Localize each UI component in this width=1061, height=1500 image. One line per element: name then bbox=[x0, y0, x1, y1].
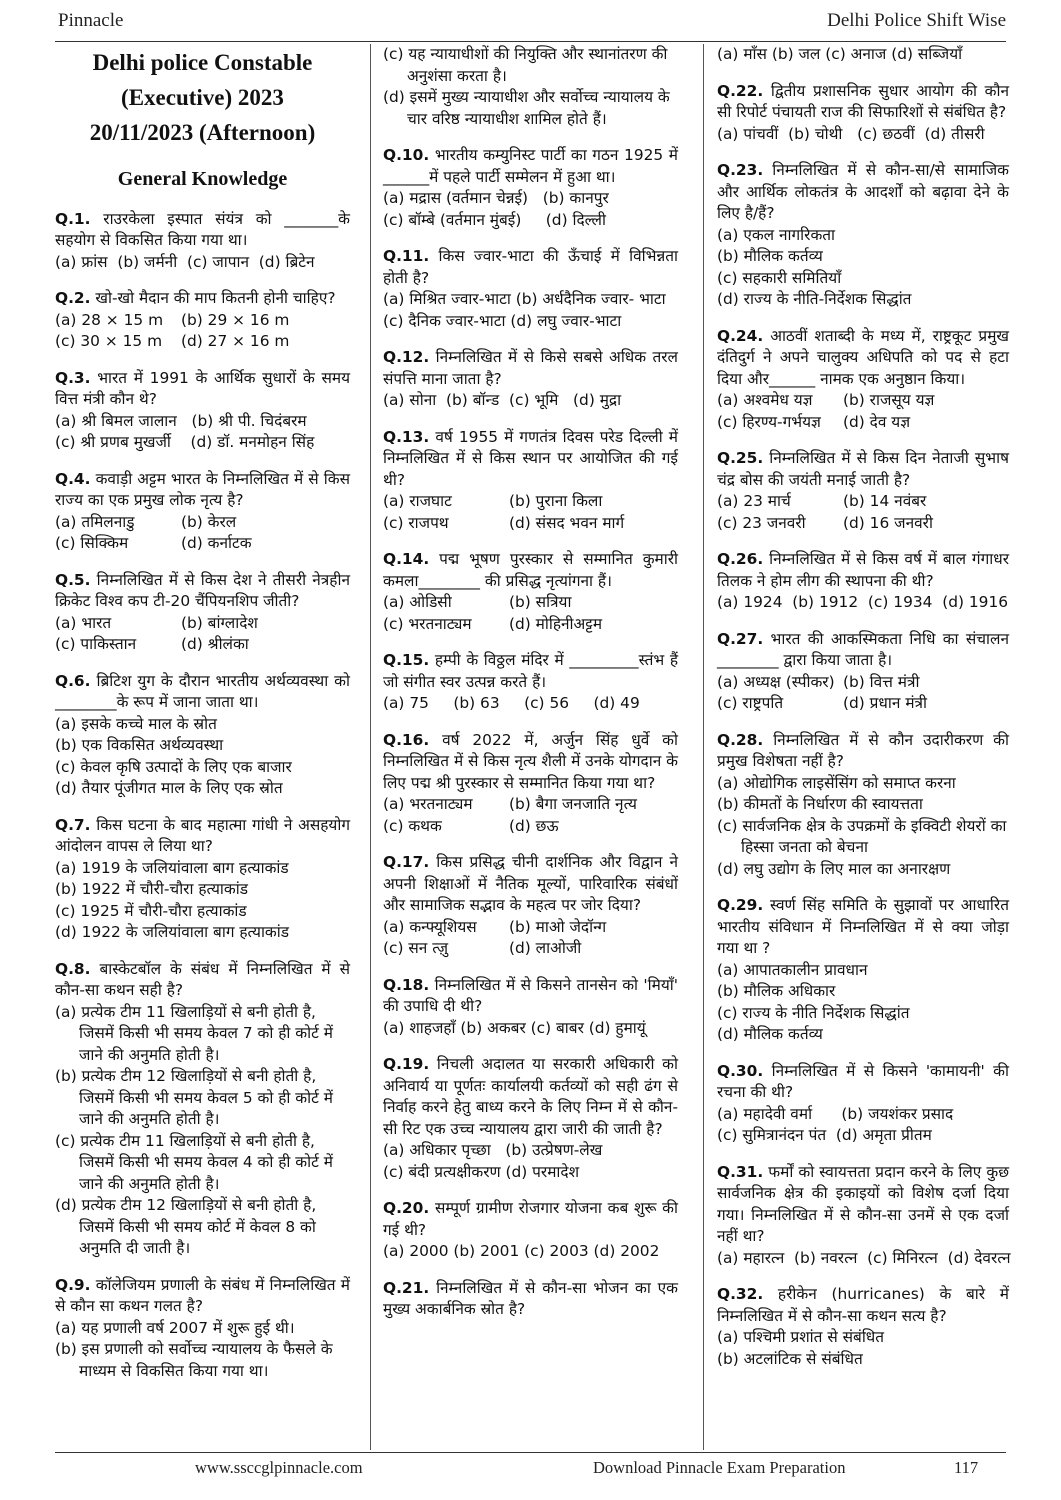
option-list bbox=[55, 714, 350, 800]
question-text bbox=[717, 326, 1009, 391]
exam-title bbox=[55, 47, 350, 149]
question-stem: खो-खो मैदान की माप कितनी होनी चाहिए? bbox=[95, 289, 336, 307]
exam-title-line: Delhi police Constable bbox=[92, 50, 313, 75]
question-list bbox=[55, 209, 350, 1383]
question-text bbox=[383, 246, 678, 289]
question bbox=[55, 368, 350, 454]
header-rule bbox=[55, 41, 1006, 42]
option: (d) श्रीलंका bbox=[181, 635, 249, 653]
question-number: Q.28. bbox=[717, 730, 764, 749]
option: (c) राष्ट्रपति bbox=[717, 694, 784, 712]
question-text bbox=[383, 1054, 678, 1140]
question-number: Q.27. bbox=[717, 629, 764, 648]
question bbox=[717, 730, 1009, 881]
option-list bbox=[55, 1002, 350, 1260]
option: (d) लघु उद्योग के लिए माल का अनारक्षण bbox=[717, 859, 951, 878]
option: (b) 29 × 16 m bbox=[181, 310, 290, 329]
option: (a) कन्फ्यूशियस bbox=[383, 917, 477, 936]
option: (a) महादेवी वर्मा (b) जयशंकर प्रसाद bbox=[717, 1104, 954, 1123]
question-stem: निम्नलिखित में से किस दिन नेताजी सुभाष चंद्र बोस की जयंती मनाई जाती है? bbox=[717, 449, 1009, 489]
option: (d) छऊ bbox=[509, 816, 559, 835]
option: (b) मौलिक कर्तव्य bbox=[717, 247, 823, 265]
question bbox=[383, 347, 678, 412]
question-text bbox=[383, 145, 678, 188]
option-list bbox=[383, 1241, 678, 1263]
question-continuation bbox=[383, 44, 678, 130]
question-stem: भारत की आकस्मिकता निधि का संचालन ________ द्वारा किया जाता है। bbox=[717, 629, 1009, 669]
option: (a) माँस (b) जल (c) अनाज (d) सब्जियाँ bbox=[717, 45, 963, 63]
question bbox=[383, 1198, 678, 1263]
question-text bbox=[55, 288, 350, 310]
option: (a) 1924 (b) 1912 (c) 1934 (d) 1916 bbox=[717, 593, 1009, 611]
option-list bbox=[55, 310, 350, 353]
option: (c) 30 × 15 m bbox=[55, 332, 163, 350]
option: (c) सिक्किम bbox=[55, 534, 129, 552]
question-stem: निचली अदालत या सरकारी अधिकारी को अनिवार्य या पूर्णतः कार्यालयी कर्तव्यों को सही ढंग से निर्वाह करने हेतु बाध्य करने के लिए निम्न में से कौन-सी रिट एक उच्च न्यायालय द्वारा जारी की जाती है? bbox=[383, 1055, 678, 1138]
subject-heading: General Knowledge bbox=[117, 168, 288, 190]
question-number: Q.23. bbox=[717, 161, 764, 179]
column-divider bbox=[370, 44, 371, 1450]
option-list bbox=[55, 411, 350, 454]
question bbox=[55, 288, 350, 353]
question-number: Q.7. bbox=[55, 815, 91, 834]
question-stem: निम्नलिखित में से कौन-सा/से सामाजिक और आर्थिक लोकतंत्र के आदर्शों को बढ़ावा देने के लिए है/हैं? bbox=[717, 161, 1009, 222]
column-3 bbox=[717, 44, 1009, 1385]
option: (b) पुराना किला bbox=[509, 492, 603, 510]
option-list bbox=[717, 672, 1009, 715]
question-continuation bbox=[717, 44, 1009, 66]
question-text bbox=[383, 650, 678, 693]
page-number: 117 bbox=[954, 1458, 979, 1477]
option: (d) प्रधान मंत्री bbox=[843, 694, 927, 712]
question-text bbox=[717, 160, 1009, 225]
option: (c) भरतनाट्यम bbox=[383, 614, 472, 633]
option-list bbox=[717, 592, 1009, 614]
question bbox=[383, 427, 678, 535]
question bbox=[717, 895, 1009, 1046]
option: (c) यह न्यायाधीशों की नियुक्ति और स्थानांतरण की अनुशंसा करता है। bbox=[383, 45, 668, 85]
option: (c) सार्वजनिक क्षेत्र के उपक्रमों के इक्विटी शेयरों का हिस्सा जनता को बेचना bbox=[717, 816, 1007, 856]
question bbox=[55, 469, 350, 555]
question-text bbox=[383, 1278, 678, 1321]
question-text bbox=[717, 1284, 1009, 1327]
option: (a) 2000 (b) 2001 (c) 2003 (d) 2002 bbox=[383, 1242, 660, 1260]
option: (d) कर्नाटक bbox=[181, 534, 252, 552]
option-list bbox=[55, 252, 350, 274]
option: (d) 16 जनवरी bbox=[843, 513, 933, 532]
question bbox=[55, 209, 350, 274]
question-text bbox=[717, 448, 1009, 491]
option: (c) कथक bbox=[383, 816, 442, 835]
option-list bbox=[717, 1327, 1009, 1370]
option: (c) राजपथ bbox=[383, 513, 449, 532]
option: (a) भारत bbox=[55, 613, 112, 632]
option: (c) 23 जनवरी bbox=[717, 513, 806, 532]
footer-rule bbox=[55, 1452, 1006, 1453]
question-text bbox=[55, 469, 350, 512]
question-stem: पद्म भूषण पुरस्कार से सम्मानित कुमारी कमला________ की प्रसिद्ध नृत्यांगना हैं। bbox=[383, 550, 678, 590]
question-number: Q.1. bbox=[55, 209, 91, 228]
question-text bbox=[383, 975, 678, 1018]
question-number: Q.19. bbox=[383, 1055, 430, 1073]
option: (a) मद्रास (वर्तमान चेन्नई) (b) कानपुर bbox=[383, 189, 609, 207]
option-list bbox=[717, 1248, 1009, 1270]
option-list bbox=[717, 960, 1009, 1046]
question-stem: कॉलेजियम प्रणाली के संबंध में निम्नलिखित में से कौन सा कथन गलत है? bbox=[55, 1275, 350, 1315]
option: (a) मिश्रित ज्वार-भाटा (b) अर्धदैनिक ज्वार- भाटा bbox=[383, 290, 666, 308]
question-number: Q.30. bbox=[717, 1061, 764, 1080]
option: (a) आपातकालीन प्रावधान bbox=[717, 960, 868, 979]
option-list bbox=[383, 188, 678, 231]
option: (a) श्री बिमल जालान (b) श्री पी. चिदंबरम bbox=[55, 411, 307, 430]
option: (b) बैगा जनजाति नृत्य bbox=[509, 795, 637, 813]
question bbox=[383, 549, 678, 635]
option: (a) तमिलनाडु bbox=[55, 512, 135, 531]
option-list bbox=[717, 225, 1009, 311]
option: (c) बॉम्बे (वर्तमान मुंबई) (d) दिल्ली bbox=[383, 210, 606, 229]
option: (a) पश्चिमी प्रशांत से संबंधित bbox=[717, 1328, 885, 1346]
question-number: Q.25. bbox=[717, 449, 764, 467]
question-stem: निम्नलिखित में से किसे सबसे अधिक तरल संपत्ति माना जाता है? bbox=[383, 348, 678, 388]
question-text bbox=[55, 209, 350, 252]
option: (c) हिरण्य-गर्भयज्ञ bbox=[717, 412, 821, 431]
question-text bbox=[383, 549, 678, 592]
option: (d) प्रत्येक टीम 12 खिलाड़ियों से बनी होती है, जिसमें किसी भी समय कोर्ट में केवल 8 को अनुमति दी जाती है। bbox=[55, 1196, 317, 1257]
question-text bbox=[55, 570, 350, 613]
question-text bbox=[383, 730, 678, 795]
option: (d) 27 × 16 m bbox=[181, 332, 290, 350]
question bbox=[383, 246, 678, 332]
question bbox=[55, 570, 350, 656]
option: (a) इसके कच्चे माल के स्रोत bbox=[55, 714, 217, 733]
question-text bbox=[717, 730, 1009, 773]
question bbox=[55, 959, 350, 1260]
option: (b) 1922 में चौरी-चौरा हत्याकांड bbox=[55, 880, 248, 898]
question bbox=[55, 671, 350, 800]
option: (b) 14 नवंबर bbox=[843, 492, 927, 510]
question-stem: निम्नलिखित में से किस देश ने तीसरी नेत्रहीन क्रिकेट विश्व कप टी-20 चैंपियनशिप जीती? bbox=[55, 570, 350, 610]
option: (c) श्री प्रणब मुखर्जी (d) डॉ. मनमोहन सिंह bbox=[55, 433, 315, 451]
option: (b) अटलांटिक से संबंधित bbox=[717, 1349, 863, 1368]
question bbox=[717, 448, 1009, 534]
question-number: Q.3. bbox=[55, 368, 91, 387]
option: (d) संसद भवन मार्ग bbox=[509, 513, 625, 532]
option-list bbox=[383, 491, 678, 534]
question-number: Q.32. bbox=[717, 1285, 764, 1303]
option: (b) राजसूय यज्ञ bbox=[843, 391, 935, 409]
question-list bbox=[717, 44, 1009, 1370]
question-stem: निम्नलिखित में से किसने तानसेन को 'मियाँ' की उपाधि दी थी? bbox=[383, 975, 678, 1015]
question-number: Q.29. bbox=[717, 896, 764, 914]
option-list bbox=[717, 44, 1009, 66]
question-stem: हरीकेन (hurricanes) के बारे में निम्नलिखित में से कौन-सा कथन सत्य है? bbox=[717, 1285, 1009, 1325]
question-text bbox=[717, 1162, 1009, 1248]
question-stem: ब्रिटिश युग के दौरान भारतीय अर्थव्यवस्था को ________के रूप में जाना जाता था। bbox=[55, 671, 350, 711]
question bbox=[717, 326, 1009, 434]
option: (a) फ्रांस (b) जर्मनी (c) जापान (d) ब्रिटेन bbox=[55, 252, 315, 271]
option: (d) मौलिक कर्तव्य bbox=[717, 1025, 823, 1043]
header-series-title: Delhi Police Shift Wise bbox=[827, 10, 1006, 31]
footer-website: www.ssccglpinnacle.com bbox=[195, 1458, 363, 1477]
option: (a) प्रत्येक टीम 11 खिलाड़ियों से बनी होती है, जिसमें किसी भी समय केवल 7 को ही कोर्ट में जाने की अनुमति होती है। bbox=[55, 1002, 333, 1064]
option: (b) माओ जेदॉन्ग bbox=[509, 917, 607, 936]
question-number: Q.12. bbox=[383, 348, 430, 366]
question-text bbox=[717, 895, 1009, 960]
question-text bbox=[717, 81, 1009, 124]
option: (a) भरतनाट्यम bbox=[383, 795, 473, 813]
option: (c) प्रत्येक टीम 11 खिलाड़ियों से बनी होती है, जिसमें किसी भी समय केवल 4 को ही कोर्ट में जाने की अनुमति होती है। bbox=[55, 1131, 333, 1193]
option: (d) 1922 के जलियांवाला बाग हत्याकांड bbox=[55, 923, 289, 941]
exam-title-line: (Executive) 2023 bbox=[121, 85, 284, 110]
question-text bbox=[383, 852, 678, 917]
question bbox=[383, 730, 678, 838]
question-text bbox=[717, 1061, 1009, 1104]
option: (b) इस प्रणाली को सर्वोच्च न्यायालय के फैसले के माध्यम से विकसित किया गया था। bbox=[55, 1340, 333, 1380]
question-stem: राउरकेला इस्पात संयंत्र को _______के सहयोग से विकसित किया गया था। bbox=[55, 209, 350, 249]
question-number: Q.10. bbox=[383, 146, 430, 164]
question bbox=[383, 1054, 678, 1183]
option: (a) ओद्योगिक लाइसेंसिंग को समाप्त करना bbox=[717, 773, 956, 792]
question-text bbox=[55, 815, 350, 858]
question-text bbox=[55, 1275, 350, 1318]
question-stem: किस ज्वार-भाटा की ऊँचाई में विभिन्नता होती है? bbox=[383, 247, 678, 287]
question-number: Q.13. bbox=[383, 427, 430, 446]
option: (a) अधिकार पृच्छा (b) उत्प्रेषण-लेख bbox=[383, 1141, 603, 1159]
option-list bbox=[55, 512, 350, 555]
option: (b) प्रत्येक टीम 12 खिलाड़ियों से बनी होती है, जिसमें किसी भी समय केवल 5 को ही कोर्ट में जाने की अनुमति होती है। bbox=[55, 1067, 333, 1128]
question bbox=[717, 81, 1009, 146]
question-number: Q.17. bbox=[383, 853, 430, 871]
option: (a) सोना (b) बॉन्ड (c) भूमि (d) मुद्रा bbox=[383, 391, 622, 409]
option: (a) एकल नागरिकता bbox=[717, 225, 836, 244]
question-text bbox=[383, 427, 678, 492]
option-list bbox=[717, 491, 1009, 534]
option: (b) केरल bbox=[181, 512, 237, 531]
option: (c) दैनिक ज्वार-भाटा (d) लघु ज्वार-भाटा bbox=[383, 311, 622, 330]
question-number: Q.21. bbox=[383, 1278, 430, 1297]
option: (a) 23 मार्च bbox=[717, 492, 791, 510]
question-text bbox=[55, 368, 350, 411]
question-number: Q.20. bbox=[383, 1199, 430, 1217]
question-stem: निम्नलिखित में से कौन-सा भोजन का एक मुख्य अकार्बनिक स्रोत है? bbox=[383, 1278, 678, 1318]
option: (a) अश्वमेध यज्ञ bbox=[717, 391, 813, 409]
option: (b) मौलिक अधिकार bbox=[717, 982, 836, 1000]
option: (a) राजघाट bbox=[383, 492, 452, 510]
question-stem: भारत में 1991 के आर्थिक सुधारों के समय वित्त मंत्री कौन थे? bbox=[55, 368, 350, 408]
option-list bbox=[717, 124, 1009, 146]
option: (a) शाहजहाँ (b) अकबर (c) बाबर (d) हुमायूं bbox=[383, 1018, 646, 1037]
question bbox=[383, 852, 678, 960]
question-number: Q.5. bbox=[55, 570, 91, 589]
option: (c) पाकिस्तान bbox=[55, 635, 137, 653]
question-stem: किस घटना के बाद महात्मा गांधी ने असहयोग आंदोलन वापस ले लिया था? bbox=[55, 815, 350, 855]
column-2 bbox=[383, 44, 678, 1336]
question-stem: निम्नलिखित में से कौन उदारीकरण की प्रमुख विशेषता नहीं है? bbox=[717, 730, 1009, 770]
option-list bbox=[383, 917, 678, 960]
question bbox=[383, 650, 678, 715]
column-1 bbox=[55, 44, 350, 1397]
question-number: Q.14. bbox=[383, 550, 430, 568]
question-stem: द्वितीय प्रशासनिक सुधार आयोग की कौन सी रिपोर्ट पंचायती राज की सिफारिशों से संबंधित है? bbox=[717, 81, 1009, 121]
header-brand: Pinnacle bbox=[58, 10, 124, 31]
question bbox=[717, 1284, 1009, 1370]
option-list bbox=[383, 289, 678, 332]
question-text bbox=[383, 1198, 678, 1241]
option-list bbox=[55, 1318, 350, 1383]
option: (d) देव यज्ञ bbox=[843, 412, 911, 431]
question-stem: भारतीय कम्युनिस्ट पार्टी का गठन 1925 में ______में पहले पार्टी सम्मेलन में हुआ था। bbox=[383, 146, 678, 186]
question bbox=[717, 549, 1009, 614]
option-list bbox=[717, 773, 1009, 881]
question-number: Q.9. bbox=[55, 1275, 91, 1294]
option: (a) 75 (b) 63 (c) 56 (d) 49 bbox=[383, 694, 640, 712]
option: (b) बांग्लादेश bbox=[181, 613, 258, 632]
option-list bbox=[383, 1140, 678, 1183]
option: (c) राज्य के नीति निर्देशक सिद्धांत bbox=[717, 1003, 910, 1022]
question-number: Q.6. bbox=[55, 671, 91, 690]
question-stem: कवाड़ी अट्टम भारत के निम्नलिखित में से किस राज्य का एक प्रमुख लोक नृत्य है? bbox=[55, 469, 350, 509]
option-list bbox=[55, 858, 350, 944]
question-stem: वर्ष 2022 में, अर्जुन सिंह धुर्वे को निम्नलिखित में से किस नृत्य शैली में उनके योगदान के लिए पद्म श्री पुरस्कार से सम्मानित किया गया था? bbox=[383, 730, 678, 792]
question-text bbox=[55, 671, 350, 714]
option: (c) 1925 में चौरी-चौरा हत्याकांड bbox=[55, 901, 247, 920]
option: (b) सत्रिया bbox=[509, 593, 572, 611]
question-number: Q.11. bbox=[383, 247, 430, 265]
question bbox=[383, 1278, 678, 1321]
question bbox=[383, 145, 678, 231]
option-list bbox=[383, 1018, 678, 1040]
question-number: Q.4. bbox=[55, 469, 91, 488]
option: (a) 28 × 15 m bbox=[55, 310, 164, 329]
option: (d) तैयार पूंजीगत माल के लिए एक स्रोत bbox=[55, 779, 283, 797]
question bbox=[383, 975, 678, 1040]
question bbox=[717, 160, 1009, 311]
question-stem: वर्ष 1955 में गणतंत्र दिवस परेड दिल्ली में निम्नलिखित में से किस स्थान पर आयोजित की गई थी? bbox=[383, 427, 678, 489]
option-list bbox=[383, 592, 678, 635]
question-number: Q.26. bbox=[717, 550, 764, 568]
option: (a) ओडिसी bbox=[383, 593, 452, 611]
option: (c) बंदी प्रत्यक्षीकरण (d) परमादेश bbox=[383, 1162, 580, 1181]
option-list bbox=[383, 794, 678, 837]
option-list bbox=[55, 613, 350, 656]
option: (a) यह प्रणाली वर्ष 2007 में शुरू हुई थी। bbox=[55, 1318, 295, 1337]
question-stem: फर्मों को स्वायत्तता प्रदान करने के लिए कुछ सार्वजनिक क्षेत्र की इकाइयों को विशेष दर्जा दिया गया। निम्नलिखित में से कौन-सा उनमें से एक दर्जा नहीं था? bbox=[717, 1162, 1009, 1245]
question-stem: सम्पूर्ण ग्रामीण रोजगार योजना कब शुरू की गई थी? bbox=[383, 1199, 678, 1239]
column-divider bbox=[703, 44, 704, 1450]
question-text bbox=[383, 347, 678, 390]
option: (d) मोहिनीअट्टम bbox=[509, 614, 603, 633]
question-number: Q.8. bbox=[55, 959, 91, 978]
option: (d) लाओजी bbox=[509, 939, 582, 957]
question bbox=[717, 629, 1009, 715]
question bbox=[55, 815, 350, 944]
option-list bbox=[383, 693, 678, 715]
option-list bbox=[383, 390, 678, 412]
question bbox=[55, 1275, 350, 1383]
question-number: Q.16. bbox=[383, 730, 430, 749]
question-number: Q.2. bbox=[55, 289, 91, 307]
question bbox=[717, 1061, 1009, 1147]
question-list bbox=[383, 44, 678, 1321]
question-stem: निम्नलिखित में से किसने 'कामायनी' की रचना की थी? bbox=[717, 1061, 1009, 1101]
footer-tagline: Download Pinnacle Exam Preparation bbox=[593, 1458, 846, 1477]
question-number: Q.18. bbox=[383, 975, 430, 994]
option-list bbox=[717, 390, 1009, 433]
question-number: Q.31. bbox=[717, 1162, 764, 1181]
option-list bbox=[383, 44, 678, 130]
question bbox=[717, 1162, 1009, 1270]
exam-title-line: 20/11/2023 (Afternoon) bbox=[89, 120, 316, 145]
option: (b) एक विकसित अर्थव्यवस्था bbox=[55, 736, 224, 754]
question-text bbox=[55, 959, 350, 1002]
question-stem: किस प्रसिद्ध चीनी दार्शनिक और विद्वान ने अपनी शिक्षाओं में नैतिक मूल्यों, पारिवारिक संबंधों और सामाजिक सद्भाव के महत्व पर जोर दिया? bbox=[383, 853, 678, 914]
question-stem: हम्पी के विठ्ठल मंदिर में _________स्तंभ हैं जो संगीत स्वर उत्पन्न करते हैं। bbox=[383, 651, 678, 691]
option: (c) केवल कृषि उत्पादों के लिए एक बाजार bbox=[55, 757, 292, 776]
question-text bbox=[717, 549, 1009, 592]
option: (c) सुमित्रानंदन पंत (d) अमृता प्रीतम bbox=[717, 1126, 932, 1144]
question-stem: बास्केटबॉल के संबंध में निम्नलिखित में से कौन-सा कथन सही है? bbox=[55, 959, 350, 999]
option: (a) महारत्न (b) नवरत्न (c) मिनिरत्न (d) देवरत्न bbox=[717, 1248, 1011, 1267]
option: (d) राज्य के नीति-निर्देशक सिद्धांत bbox=[717, 290, 912, 308]
option: (d) इसमें मुख्य न्यायाधीश और सर्वोच्च न्यायालय के चार वरिष्ठ न्यायाधीश शामिल होते हैं। bbox=[383, 88, 670, 128]
option-list bbox=[717, 1104, 1009, 1147]
option: (a) पांचवीं (b) चोथी (c) छठवीं (d) तीसरी bbox=[717, 124, 985, 143]
option: (c) सन त्ज़ु bbox=[383, 939, 449, 957]
option: (c) सहकारी समितियाँ bbox=[717, 268, 842, 287]
question-number: Q.24. bbox=[717, 326, 764, 345]
question-number: Q.22. bbox=[717, 81, 764, 100]
question-stem: निम्नलिखित में से किस वर्ष में बाल गंगाधर तिलक ने होम लीग की स्थापना की थी? bbox=[717, 550, 1009, 590]
option: (b) वित्त मंत्री bbox=[843, 672, 920, 691]
question-stem: आठवीं शताब्दी के मध्य में, राष्ट्रकूट प्रमुख दंतिदुर्ग ने अपने चालुक्य अधिपति को पद से हटा दिया और______ नामक एक अनुष्ठान किया। bbox=[717, 326, 1009, 388]
question-number: Q.15. bbox=[383, 651, 430, 669]
option: (a) 1919 के जलियांवाला बाग हत्याकांड bbox=[55, 858, 289, 877]
question-stem: स्वर्ण सिंह समिति के सुझावों पर आधारित भारतीय संविधान में निम्नलिखित में से क्या जोड़ा गया था ? bbox=[717, 896, 1009, 957]
question-text bbox=[717, 629, 1009, 672]
option: (b) कीमतों के निर्धारण की स्वायत्तता bbox=[717, 795, 923, 813]
option: (a) अध्यक्ष (स्पीकर) bbox=[717, 672, 835, 691]
